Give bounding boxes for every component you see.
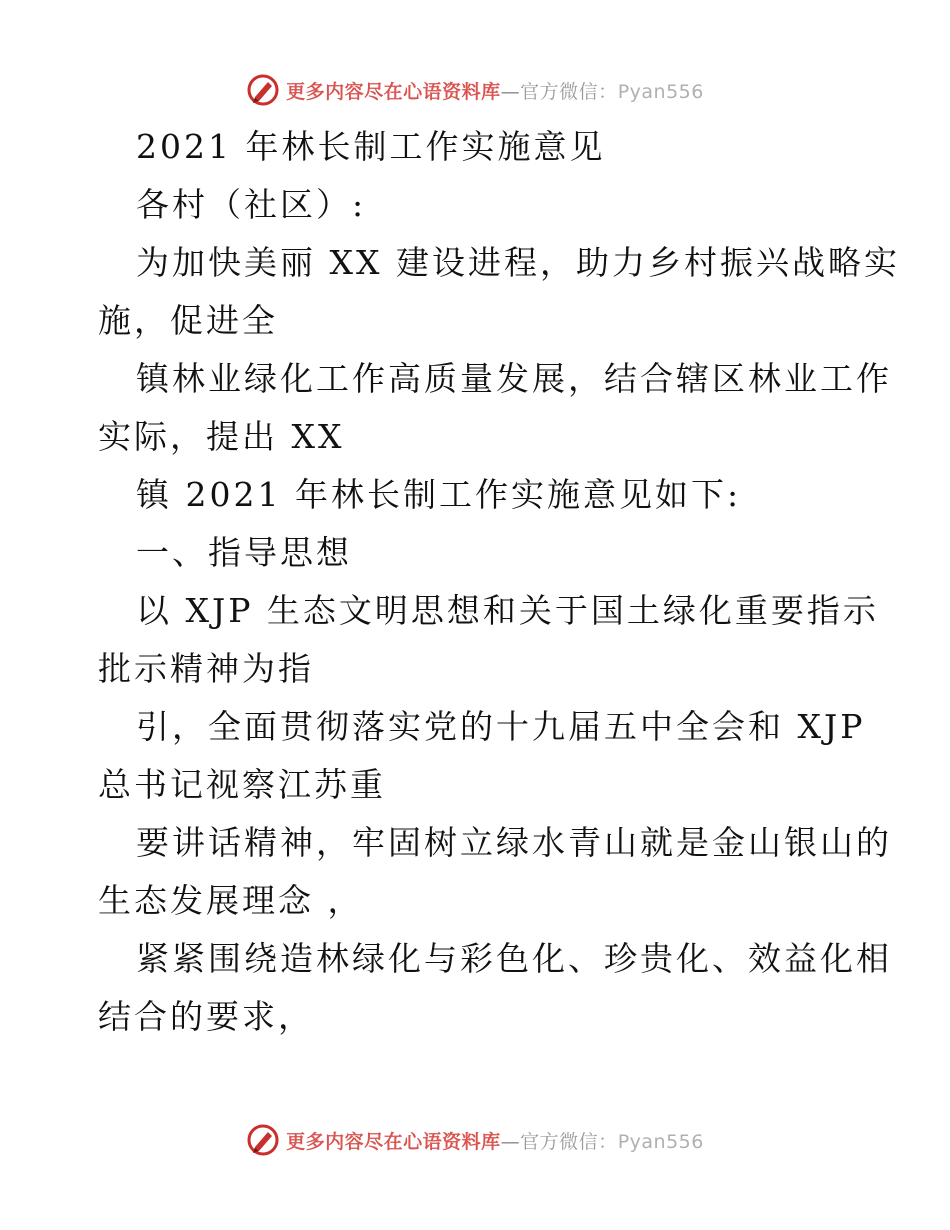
document-line: 生态发展理念 ， (98, 881, 364, 920)
watermark-text (286, 1127, 704, 1154)
watermark-brand: 更多内容尽在心语资料库 (286, 1130, 501, 1153)
document-line: 各村（社区）: (136, 185, 367, 224)
document-line: 2021 年林长制工作实施意见 (136, 127, 606, 166)
document-body (98, 118, 900, 1046)
document-line: 镇林业绿化工作高质量发展，结合辖区林业工作 (136, 359, 892, 398)
watermark-dash: — (500, 1130, 521, 1153)
watermark-dash: — (500, 80, 521, 103)
document-line: 实际，提出 XX (98, 417, 345, 456)
watermark-wechat-id: Pyan556 (617, 80, 704, 103)
document-line: 总书记视察江苏重 (98, 765, 386, 804)
watermark-text (286, 77, 704, 104)
document-line: 以 XJP 生态文明思想和关于国土绿化重要指示 (136, 591, 879, 630)
watermark-official: 官方微信： (520, 1130, 618, 1153)
watermark-wechat-id: Pyan556 (617, 1130, 704, 1153)
brand-logo-icon (246, 73, 280, 107)
document-line: 施，促进全 (98, 301, 278, 340)
header-watermark (0, 70, 950, 110)
watermark-brand: 更多内容尽在心语资料库 (286, 80, 501, 103)
document-line: 一、指导思想 (136, 533, 352, 572)
document-line: 批示精神为指 (98, 649, 314, 688)
document-line: 镇 2021 年林长制工作实施意见如下: (136, 475, 742, 514)
watermark-official: 官方微信： (520, 80, 618, 103)
document-line: 紧紧围绕造林绿化与彩色化、珍贵化、效益化相 (136, 939, 892, 978)
document-line: 要讲话精神，牢固树立绿水青山就是金山银山的 (136, 823, 892, 862)
document-line: 引，全面贯彻落实党的十九届五中全会和 XJP (136, 707, 866, 746)
footer-watermark (0, 1120, 950, 1160)
document-line: 结合的要求， (98, 997, 314, 1036)
brand-logo-icon (246, 1123, 280, 1157)
document-line: 为加快美丽 XX 建设进程，助力乡村振兴战略实 (136, 243, 900, 282)
